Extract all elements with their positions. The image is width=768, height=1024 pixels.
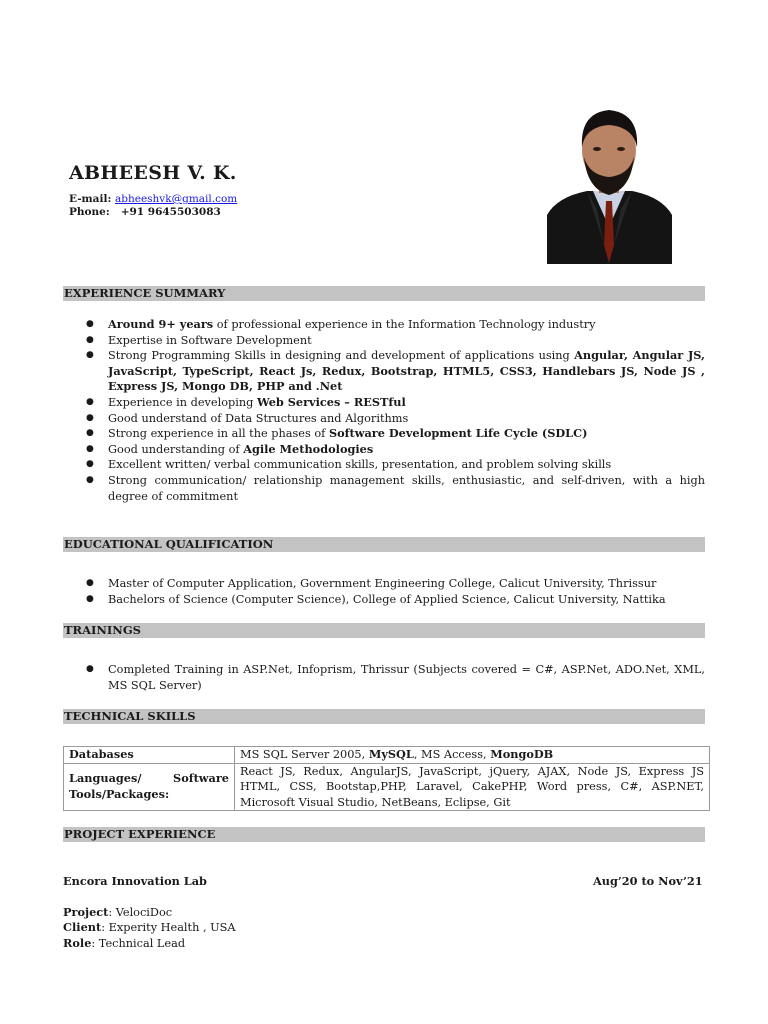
project-company: Encora Innovation Lab <box>63 874 207 888</box>
education-list <box>89 576 705 607</box>
list-item: ● Good understanding of Agile Methodologies <box>89 442 705 458</box>
experience-summary-list <box>89 317 705 504</box>
list-item: ● Around 9+ years of professional experience in the Information Technology industry <box>89 317 705 333</box>
phone-line <box>69 206 221 218</box>
list-item: ● Expertise in Software Development <box>89 333 705 349</box>
skills-db-value: MS SQL Server 2005, MySQL, MS Access, MongoDB <box>235 747 710 764</box>
section-technical-skills: TECHNICAL SKILLS <box>63 709 705 724</box>
section-trainings: TRAININGS <box>63 623 705 638</box>
section-education: EDUCATIONAL QUALIFICATION <box>63 537 705 552</box>
list-item: ● Master of Computer Application, Government Engineering College, Calicut University, Thrissur <box>89 576 705 592</box>
list-item: ● Good understand of Data Structures and Algorithms <box>89 411 705 427</box>
project-client-line: Client: Experity Health , USA <box>63 920 236 934</box>
email-label: E-mail: <box>69 193 112 205</box>
phone-value: +91 9645503083 <box>120 206 221 218</box>
list-item: ● Excellent written/ verbal communication skills, presentation, and problem solving skills <box>89 457 705 473</box>
project-role-line: Role: Technical Lead <box>63 936 186 950</box>
list-item: ● Completed Training in ASP.Net, Infoprism, Thrissur (Subjects covered = C#, ASP.Net, ADO.Net, XML, MS SQL Server) <box>89 662 705 693</box>
section-experience-summary: EXPERIENCE SUMMARY <box>63 286 705 301</box>
email-link[interactable]: abheeshvk@gmail.com <box>114 193 238 205</box>
list-item: ● Bachelors of Science (Computer Science), College of Applied Science, Calicut University, Nattika <box>89 592 705 608</box>
list-item: ● Strong experience in all the phases of Software Development Life Cycle (SDLC) <box>89 426 705 442</box>
skills-lang-label: Languages/ Software Tools/Packages: <box>64 763 235 811</box>
candidate-name: ABHEESH V. K. <box>69 162 237 184</box>
project-dates: Aug’20 to Nov’21 <box>593 874 703 888</box>
list-item: ● Strong communication/ relationship management skills, enthusiastic, and self-driven, with a high degree of commitment <box>89 473 705 504</box>
table-row <box>64 763 710 811</box>
section-project-experience: PROJECT EXPERIENCE <box>63 827 705 842</box>
skills-db-label: Databases <box>64 747 235 764</box>
email-line <box>69 193 237 205</box>
skills-lang-value: React JS, Redux, AngularJS, JavaScript, jQuery, AJAX, Node JS, Express JS HTML, CSS, Bootstap,PHP, Laravel, CakePHP, Word press, C#, ASP.NET, Microsoft Visual Studio, NetBeans, Eclipse, Git <box>235 763 710 811</box>
table-row <box>64 747 710 764</box>
list-item: ● Strong Programming Skills in designing and development of applications using Angular, Angular JS, JavaScript, TypeScript, React Js, Redux, Bootstrap, HTML5, CSS3, Handlebars JS, Node JS , Express JS, Mongo DB, PHP and .Net <box>89 348 705 395</box>
phone-label: Phone: <box>69 206 110 218</box>
profile-photo <box>547 105 672 264</box>
list-item: ● Experience in developing Web Services – RESTful <box>89 395 705 411</box>
project-name-line: Project: VelociDoc <box>63 905 173 919</box>
skills-table <box>63 746 710 811</box>
trainings-list <box>89 662 705 693</box>
